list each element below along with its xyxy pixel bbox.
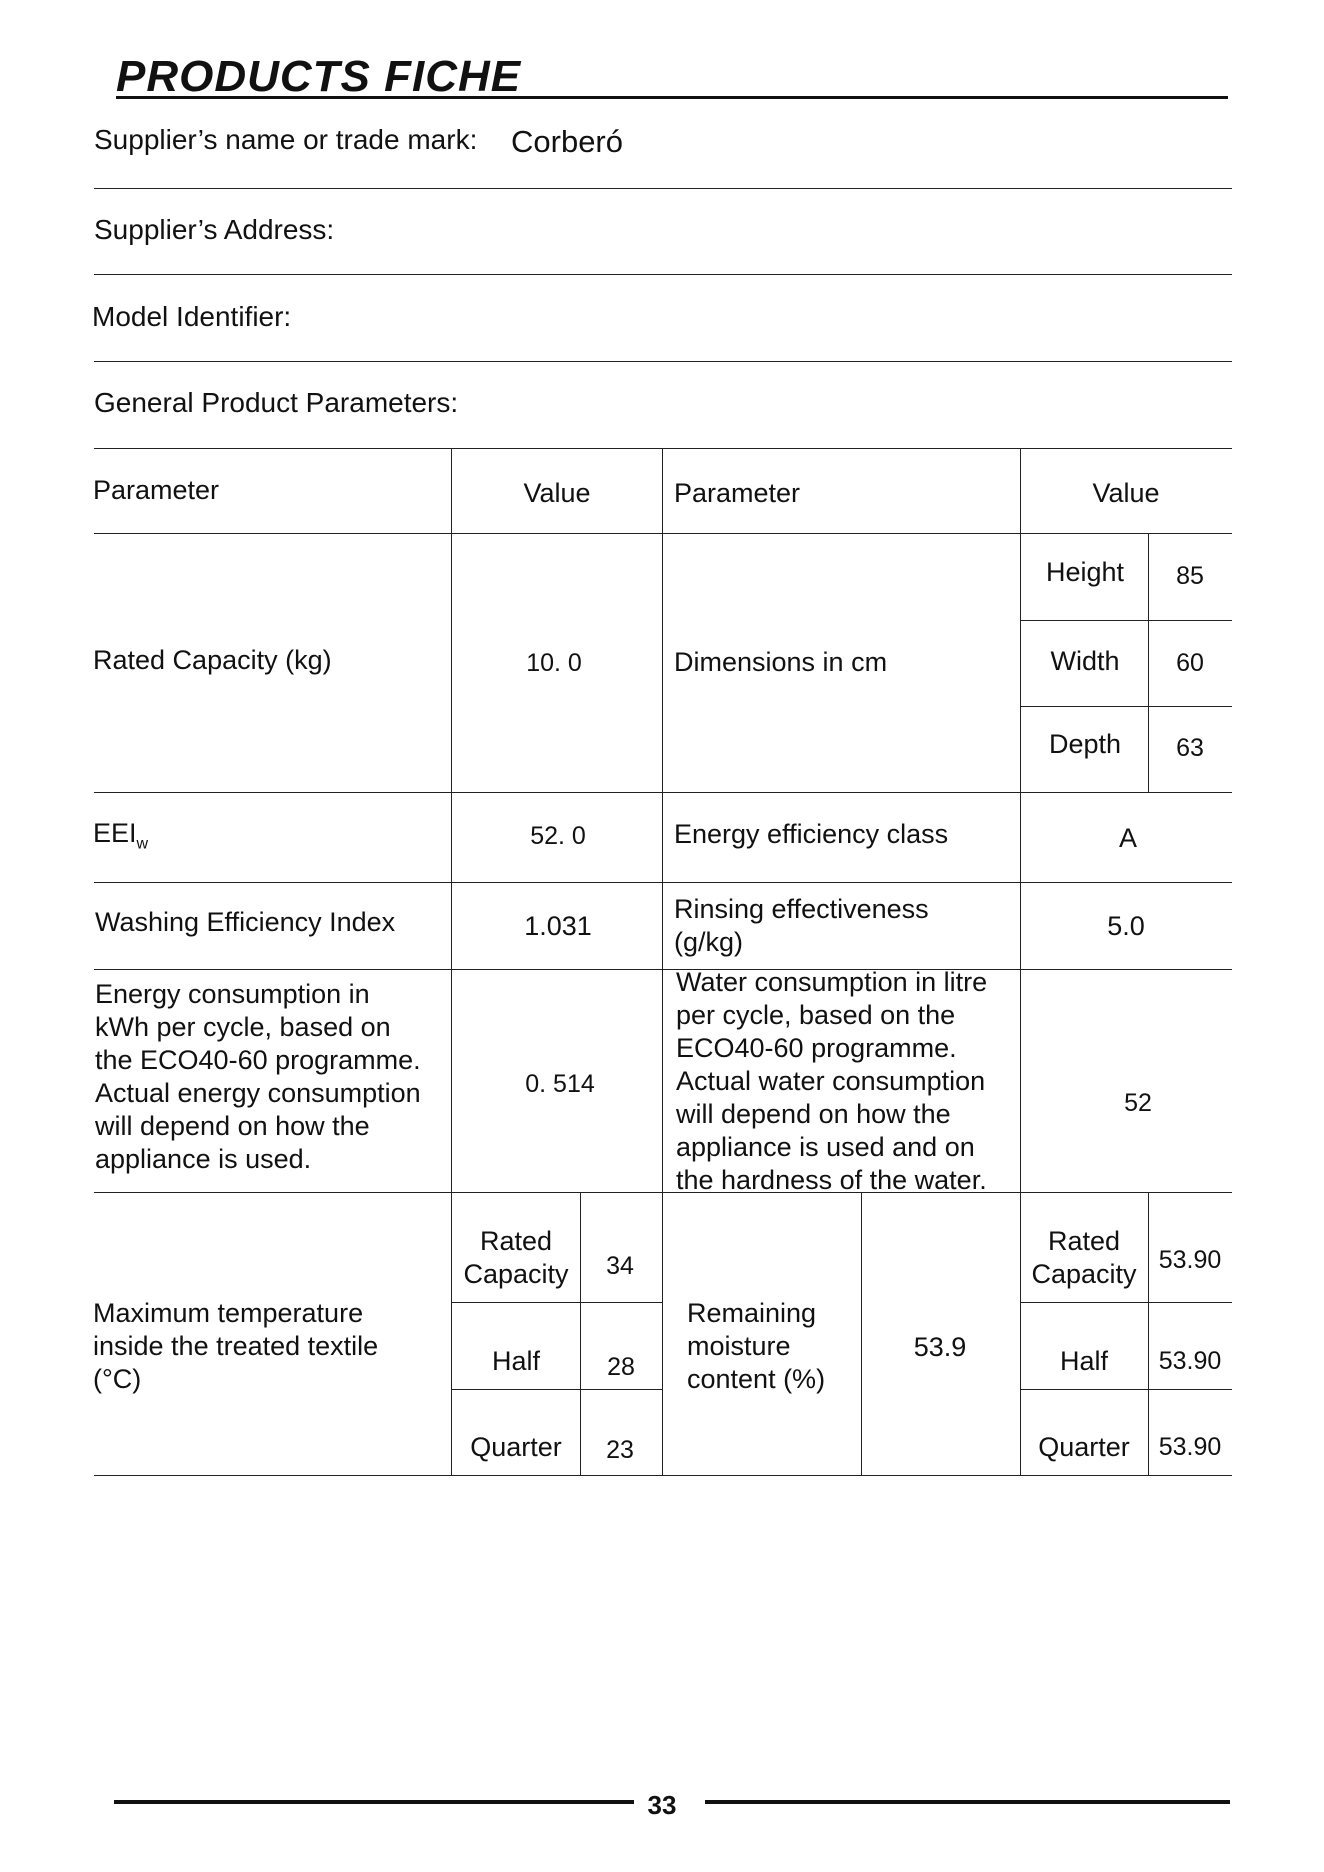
height-value: 85 (1176, 562, 1204, 590)
temp-rated-value: 34 (606, 1252, 634, 1280)
divider (94, 361, 1232, 362)
model-identifier-label: Model Identifier: (92, 301, 292, 332)
energy-consumption-line: will depend on how the (95, 1111, 370, 1141)
energy-class-value: A (1118, 823, 1138, 853)
water-consumption-value: 52 (1124, 1089, 1152, 1117)
temp-quarter-value: 23 (606, 1436, 634, 1464)
water-consumption-line: will depend on how the (676, 1099, 951, 1129)
moisture-line: Remaining (687, 1298, 817, 1328)
table-col-rule (662, 448, 663, 1475)
divider (94, 274, 1232, 275)
moisture-line: moisture (687, 1331, 791, 1361)
energy-class-label: Energy efficiency class (674, 819, 949, 849)
supplier-name-value: Corberó (511, 124, 623, 159)
table-rule (94, 533, 1232, 534)
header-parameter-2: Parameter (674, 478, 801, 508)
temp-quarter-label: Quarter (470, 1432, 562, 1462)
moisture-quarter-label: Quarter (1038, 1432, 1130, 1462)
width-value: 60 (1176, 649, 1204, 677)
title-underline (116, 96, 1228, 99)
dimensions-label: Dimensions in cm (674, 647, 888, 677)
table-rule (94, 882, 1232, 883)
eei-subscript: w (136, 835, 149, 853)
depth-label: Depth (1048, 729, 1122, 759)
rinsing-value: 5.0 (1107, 911, 1145, 941)
moisture-rated-label-1: Rated (1047, 1226, 1121, 1256)
max-temp-line: inside the treated textile (93, 1331, 379, 1361)
table-rule (1020, 706, 1232, 707)
washing-index-value: 1.031 (524, 911, 592, 941)
depth-value: 63 (1176, 734, 1204, 762)
table-rule (451, 1302, 662, 1303)
water-consumption-line: Water consumption in litre (676, 967, 988, 997)
rated-capacity-label: Rated Capacity (kg) (93, 645, 332, 675)
water-consumption-line: Actual water consumption (676, 1066, 986, 1096)
supplier-name-label: Supplier’s name or trade mark: (94, 124, 478, 155)
temp-half-value: 28 (607, 1353, 635, 1381)
header-value: Value (523, 478, 591, 508)
energy-consumption-line: the ECO40-60 programme. (95, 1045, 421, 1075)
page-number: 33 (647, 1790, 677, 1820)
water-consumption-line: ECO40-60 programme. (676, 1033, 957, 1063)
rinsing-label-line2: (g/kg) (674, 927, 744, 957)
moisture-half-label: Half (1059, 1346, 1109, 1376)
width-label: Width (1050, 646, 1120, 676)
water-consumption-line: the hardness of the water. (676, 1165, 987, 1195)
table-col-rule (580, 1192, 581, 1475)
supplier-address-label: Supplier’s Address: (94, 214, 335, 245)
table-rule (1020, 620, 1232, 621)
eei-label (93, 817, 148, 860)
height-label: Height (1045, 557, 1125, 587)
energy-consumption-line: Actual energy consumption (95, 1078, 421, 1108)
table-rule (94, 448, 1232, 449)
moisture-value: 53.9 (913, 1332, 967, 1362)
table-col-rule (1148, 1192, 1149, 1475)
table-rule (94, 792, 1232, 793)
max-temp-line: (°C) (93, 1364, 142, 1394)
moisture-rated-label-2: Capacity (1031, 1259, 1137, 1289)
table-rule (94, 1475, 1232, 1476)
energy-consumption-line: appliance is used. (95, 1144, 312, 1174)
energy-consumption-line: kWh per cycle, based on (95, 1012, 391, 1042)
energy-consumption-value: 0. 514 (525, 1070, 595, 1098)
eei-text: EEI (93, 818, 137, 848)
table-col-rule (1020, 448, 1021, 1475)
table-rule (1020, 1389, 1232, 1390)
general-parameters-label: General Product Parameters: (94, 387, 459, 418)
rinsing-label-line1: Rinsing effectiveness (674, 894, 929, 924)
rated-capacity-value: 10. 0 (526, 649, 582, 677)
header-value-2: Value (1092, 478, 1160, 508)
washing-index-label: Washing Efficiency Index (95, 907, 396, 937)
water-consumption-line: per cycle, based on the (676, 1000, 956, 1030)
header-parameter: Parameter (93, 475, 220, 505)
table-col-rule (451, 448, 452, 1475)
temp-rated-label-2: Capacity (463, 1259, 569, 1289)
moisture-rated-value: 53.90 (1158, 1246, 1222, 1274)
temp-rated-label-1: Rated (479, 1226, 553, 1256)
table-rule (94, 1192, 1232, 1193)
table-rule (94, 969, 1232, 970)
table-rule (1020, 1302, 1232, 1303)
water-consumption-line: appliance is used and on (676, 1132, 975, 1162)
table-rule (451, 1389, 662, 1390)
page-title: PRODUCTS FICHE (116, 52, 522, 101)
temp-half-label: Half (491, 1346, 541, 1376)
divider (94, 188, 1232, 189)
max-temp-line: Maximum temperature (93, 1298, 364, 1328)
table-col-rule (861, 1192, 862, 1475)
eei-value: 52. 0 (530, 822, 586, 850)
table-col-rule (1148, 533, 1149, 792)
moisture-half-value: 53.90 (1158, 1347, 1222, 1375)
energy-consumption-line: Energy consumption in (95, 979, 370, 1009)
moisture-quarter-value: 53.90 (1158, 1433, 1222, 1461)
moisture-line: content (%) (687, 1364, 826, 1394)
